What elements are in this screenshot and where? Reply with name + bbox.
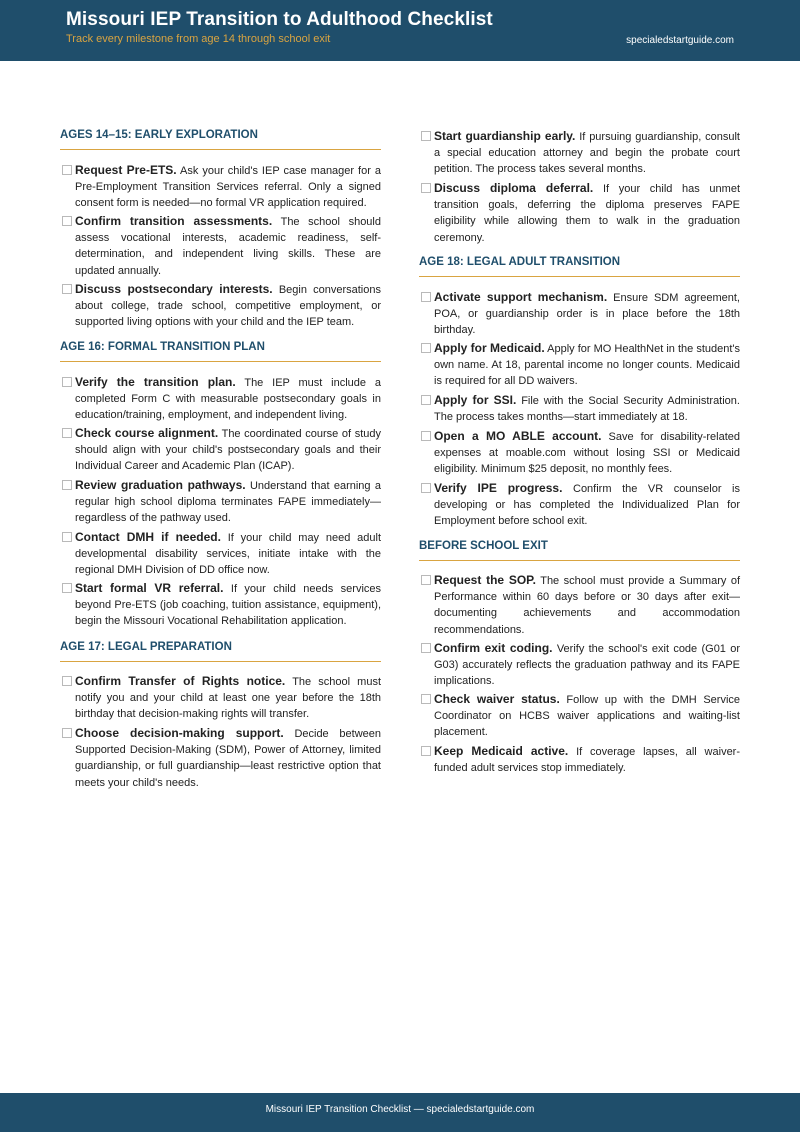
item-label: Confirm transition assessments. bbox=[75, 214, 273, 228]
item-text: The coordinated course of study should align with your child's postsecondary goals and their Individual Career and Academic Plan (ICAP). bbox=[75, 428, 381, 473]
item-label: Check course alignment. bbox=[75, 426, 219, 440]
checklist-item[interactable] bbox=[60, 425, 381, 475]
item-label: Apply for SSI. bbox=[434, 393, 517, 407]
checklist-item[interactable] bbox=[60, 374, 381, 424]
section-title-age-18: AGE 18: LEGAL ADULT TRANSITION bbox=[419, 256, 740, 277]
checklist-item[interactable] bbox=[419, 392, 740, 425]
page-title: Missouri IEP Transition to Adulthood Checklist bbox=[66, 9, 493, 30]
item-text: Ask your child's IEP case manager for a Pre-Employment Transition Services referral. Only a signed consent form is needed—no formal VR application required. bbox=[75, 165, 381, 210]
checklist-item[interactable] bbox=[419, 640, 740, 690]
checkbox-icon[interactable] bbox=[421, 343, 431, 353]
item-text: Apply for MO HealthNet in the student's own name. At 18, parental income no longer counts. Medicaid is required for all DD waivers. bbox=[434, 343, 741, 388]
checklist-item[interactable] bbox=[60, 580, 381, 630]
page-header bbox=[0, 0, 800, 61]
item-label: Keep Medicaid active. bbox=[434, 744, 569, 758]
checklist-item[interactable] bbox=[60, 673, 381, 723]
checkbox-icon[interactable] bbox=[421, 183, 431, 193]
item-text: The school must notify you and your child at least one year before the 18th birthday that decision-making rights will transfer. bbox=[75, 676, 382, 721]
checkbox-icon[interactable] bbox=[421, 431, 431, 441]
item-text: Understand that earning a regular high school diploma terminates FAPE immediately—regardless of the pathway used. bbox=[75, 480, 381, 525]
checklist-item[interactable] bbox=[60, 725, 381, 791]
site-name: specialedstartguide.com bbox=[626, 35, 734, 46]
item-text: If your child has unmet transition goals, deferring the diploma preserves FAPE eligibility while allowing them to walk in the graduation ceremony. bbox=[434, 183, 741, 244]
item-label: Contact DMH if needed. bbox=[75, 530, 221, 544]
checkbox-icon[interactable] bbox=[421, 694, 431, 704]
checklist-item[interactable] bbox=[60, 281, 381, 331]
item-text: Save for disability-related expenses at moable.com without losing SSI or Medicaid eligibility. Minimum $25 deposit, no monthly fees. bbox=[434, 431, 740, 476]
item-label: Verify the transition plan. bbox=[75, 375, 236, 389]
item-text: If your child needs services beyond Pre-ETS (job coaching, tuition assistance, equipment), begin the Missouri Vocational Rehabilitation application. bbox=[75, 583, 381, 628]
item-text: The school must provide a Summary of Performance within 60 days before or 30 days after exit—documenting achievements and accommodation recommendations. bbox=[434, 575, 741, 636]
item-text: If coverage lapses, all waiver-funded adult services stop immediately. bbox=[434, 746, 741, 775]
checkbox-icon[interactable] bbox=[62, 583, 72, 593]
item-label: Discuss diploma deferral. bbox=[434, 181, 594, 195]
checklist-item[interactable] bbox=[60, 162, 381, 212]
checklist-item[interactable] bbox=[60, 477, 381, 527]
item-label: Choose decision-making support. bbox=[75, 726, 284, 740]
checkbox-icon[interactable] bbox=[421, 746, 431, 756]
checklist-item[interactable] bbox=[419, 340, 740, 390]
checklist-item[interactable] bbox=[419, 743, 740, 776]
checklist-item[interactable] bbox=[419, 572, 740, 638]
item-label: Start formal VR referral. bbox=[75, 581, 224, 595]
item-label: Request the SOP. bbox=[434, 573, 536, 587]
item-text: The school should assess vocational interests, academic readiness, self-determination, and independent living skills. These are updated annually. bbox=[75, 216, 381, 277]
item-label: Discuss postsecondary interests. bbox=[75, 282, 273, 296]
item-text: If pursuing guardianship, consult a special education attorney and begin the probate court petition. The process takes several months. bbox=[434, 131, 740, 176]
item-text: Begin conversations about college, trade school, competitive employment, or supported living options with your child and the IEP team. bbox=[75, 284, 381, 329]
checkbox-icon[interactable] bbox=[62, 728, 72, 738]
item-text: Verify the school's exit code (G01 or G03) accurately reflects the graduation pathway and its FAPE implications. bbox=[434, 643, 741, 688]
checklist-item[interactable] bbox=[419, 691, 740, 741]
item-label: Start guardianship early. bbox=[434, 129, 576, 143]
section-title-before-exit: BEFORE SCHOOL EXIT bbox=[419, 540, 740, 561]
checkbox-icon[interactable] bbox=[62, 216, 72, 226]
item-label: Check waiver status. bbox=[434, 692, 560, 706]
item-label: Confirm exit coding. bbox=[434, 641, 553, 655]
checkbox-icon[interactable] bbox=[62, 676, 72, 686]
checkbox-icon[interactable] bbox=[62, 284, 72, 294]
section-title-age-16: AGE 16: FORMAL TRANSITION PLAN bbox=[60, 341, 381, 362]
item-label: Activate support mechanism. bbox=[434, 290, 608, 304]
checkbox-icon[interactable] bbox=[62, 480, 72, 490]
checkbox-icon[interactable] bbox=[421, 292, 431, 302]
item-label: Request Pre-ETS. bbox=[75, 163, 177, 177]
checklist-item[interactable] bbox=[60, 529, 381, 579]
checkbox-icon[interactable] bbox=[62, 428, 72, 438]
item-text: File with the Social Security Administration. The process takes months—start immediately at 18. bbox=[434, 395, 740, 424]
item-text: Ensure SDM agreement, POA, or guardianship order is in place before the 18th birthday. bbox=[434, 292, 740, 337]
item-text: The IEP must include a completed Form C with measurable postsecondary goals in education/training, employment, and independent living. bbox=[75, 377, 381, 422]
checkbox-icon[interactable] bbox=[421, 575, 431, 585]
checklist-item[interactable] bbox=[60, 213, 381, 279]
checklist-item[interactable] bbox=[419, 128, 740, 178]
checklist-item[interactable] bbox=[419, 480, 740, 530]
section-title-age-17: AGE 17: LEGAL PREPARATION bbox=[60, 641, 381, 662]
footer-text: Missouri IEP Transition Checklist — specialedstartguide.com bbox=[265, 1104, 535, 1115]
checkbox-icon[interactable] bbox=[421, 483, 431, 493]
item-text: Confirm the VR counselor is developing or has completed the Individualized Plan for Employment before school exit. bbox=[434, 483, 740, 528]
checkbox-icon[interactable] bbox=[421, 395, 431, 405]
page-footer bbox=[0, 1093, 800, 1132]
item-text: If your child may need adult developmental disability services, initiate intake with the regional DMH Division of DD office now. bbox=[75, 532, 381, 577]
item-label: Verify IPE progress. bbox=[434, 481, 563, 495]
checkbox-icon[interactable] bbox=[421, 643, 431, 653]
item-label: Review graduation pathways. bbox=[75, 478, 246, 492]
item-text: Decide between Supported Decision-Making (SDM), Power of Attorney, limited guardianship, or full guardianship—least restrictive option that meets your child's needs. bbox=[75, 728, 381, 789]
item-text: Follow up with the DMH Service Coordinator on HCBS waiver applications and waiting-list placement. bbox=[434, 694, 741, 739]
checkbox-icon[interactable] bbox=[62, 165, 72, 175]
section-title-ages-14-15: AGES 14–15: EARLY EXPLORATION bbox=[60, 129, 381, 150]
checklist-item[interactable] bbox=[419, 428, 740, 478]
item-label: Apply for Medicaid. bbox=[434, 341, 545, 355]
checklist-item[interactable] bbox=[419, 180, 740, 246]
item-label: Confirm Transfer of Rights notice. bbox=[75, 674, 286, 688]
checkbox-icon[interactable] bbox=[62, 377, 72, 387]
checkbox-icon[interactable] bbox=[62, 532, 72, 542]
checklist-item[interactable] bbox=[419, 289, 740, 339]
item-label: Open a MO ABLE account. bbox=[434, 429, 602, 443]
page-subtitle: Track every milestone from age 14 through school exit bbox=[66, 33, 331, 45]
checkbox-icon[interactable] bbox=[421, 131, 431, 141]
